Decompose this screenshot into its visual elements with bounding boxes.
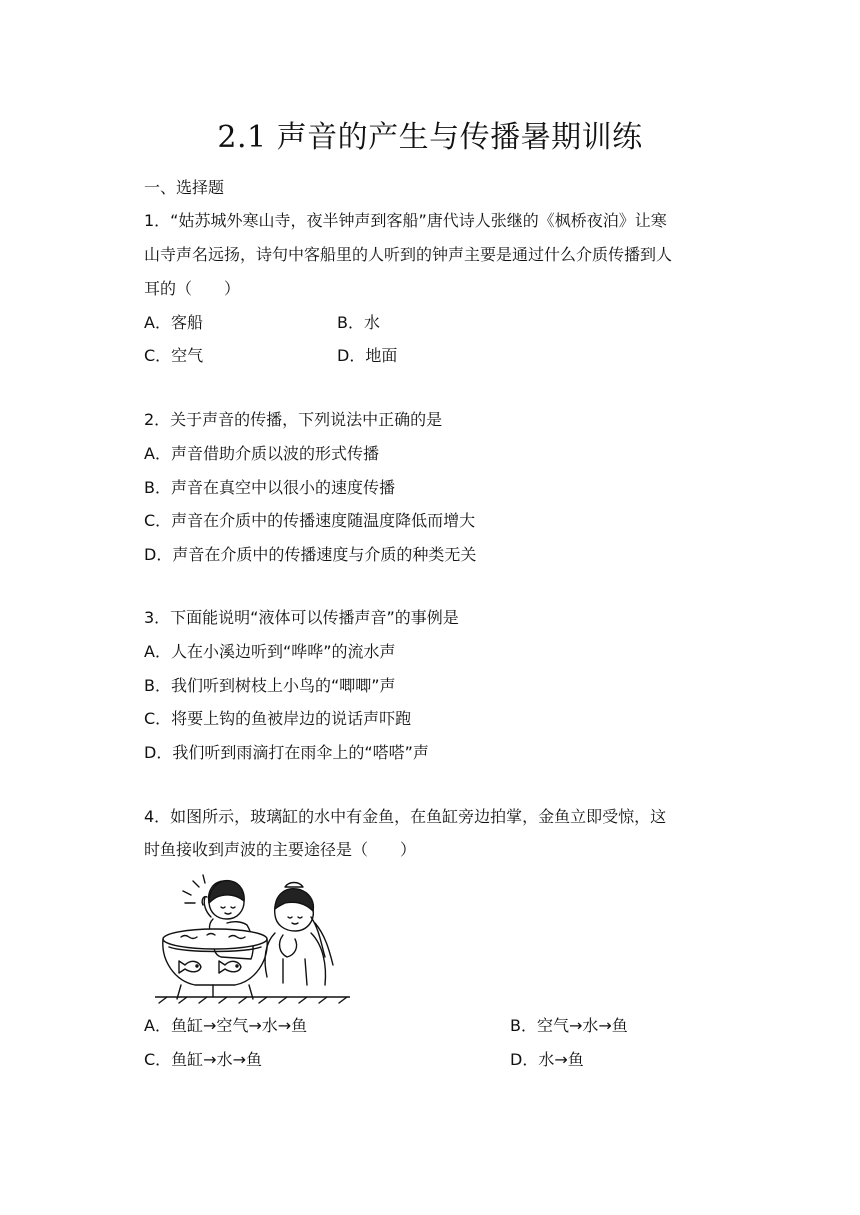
fishbowl-illustration — [155, 873, 350, 1005]
question-1-option-b: B．水 — [337, 313, 380, 332]
question-4-line-1: 4．如图所示，玻璃缸的水中有金鱼，在鱼缸旁边拍掌，金鱼立即受惊，这 — [144, 807, 667, 826]
question-3-option-a: A．人在小溪边听到“哗哗”的流水声 — [144, 642, 396, 661]
question-1-line-2: 山寺声名远扬，诗句中客船里的人听到的钟声主要是通过什么介质传播到人 — [144, 245, 673, 264]
section-heading: 一、选择题 — [144, 178, 225, 197]
question-4-line-2: 时鱼接收到声波的主要途径是（ ） — [144, 840, 417, 859]
question-1-line-1: 1．“姑苏城外寒山寺，夜半钟声到客船”唐代诗人张继的《枫桥夜泊》让寒 — [144, 211, 667, 230]
question-2-option-c: C．声音在介质中的传播速度随温度降低而增大 — [144, 511, 476, 530]
question-2-option-a: A．声音借助介质以波的形式传播 — [144, 444, 379, 463]
question-3-option-d: D．我们听到雨滴打在雨伞上的“嗒嗒”声 — [144, 743, 429, 762]
page-title: 2.1 声音的产生与传播暑期训练 — [217, 120, 643, 155]
question-3-option-b: B．我们听到树枝上小鸟的“唧唧”声 — [144, 676, 396, 695]
question-2-stem: 2．关于声音的传播，下列说法中正确的是 — [144, 410, 443, 429]
question-3-stem: 3．下面能说明“液体可以传播声音”的事例是 — [144, 608, 459, 627]
question-1-option-a: A．客船 — [144, 313, 203, 332]
question-4-option-c: C．鱼缸→水→鱼 — [144, 1050, 262, 1069]
question-1-option-c: C．空气 — [144, 346, 204, 365]
question-1-option-d: D．地面 — [337, 346, 398, 365]
question-2-option-d: D．声音在介质中的传播速度与介质的种类无关 — [144, 545, 477, 564]
question-4-option-b: B．空气→水→鱼 — [510, 1016, 628, 1035]
question-3-option-c: C．将要上钩的鱼被岸边的说话声吓跑 — [144, 709, 412, 728]
question-4-option-d: D．水→鱼 — [510, 1050, 584, 1069]
question-1-line-3: 耳的（ ） — [144, 279, 241, 298]
question-4-option-a: A．鱼缸→空气→水→鱼 — [144, 1016, 308, 1035]
question-2-option-b: B．声音在真空中以很小的速度传播 — [144, 478, 395, 497]
